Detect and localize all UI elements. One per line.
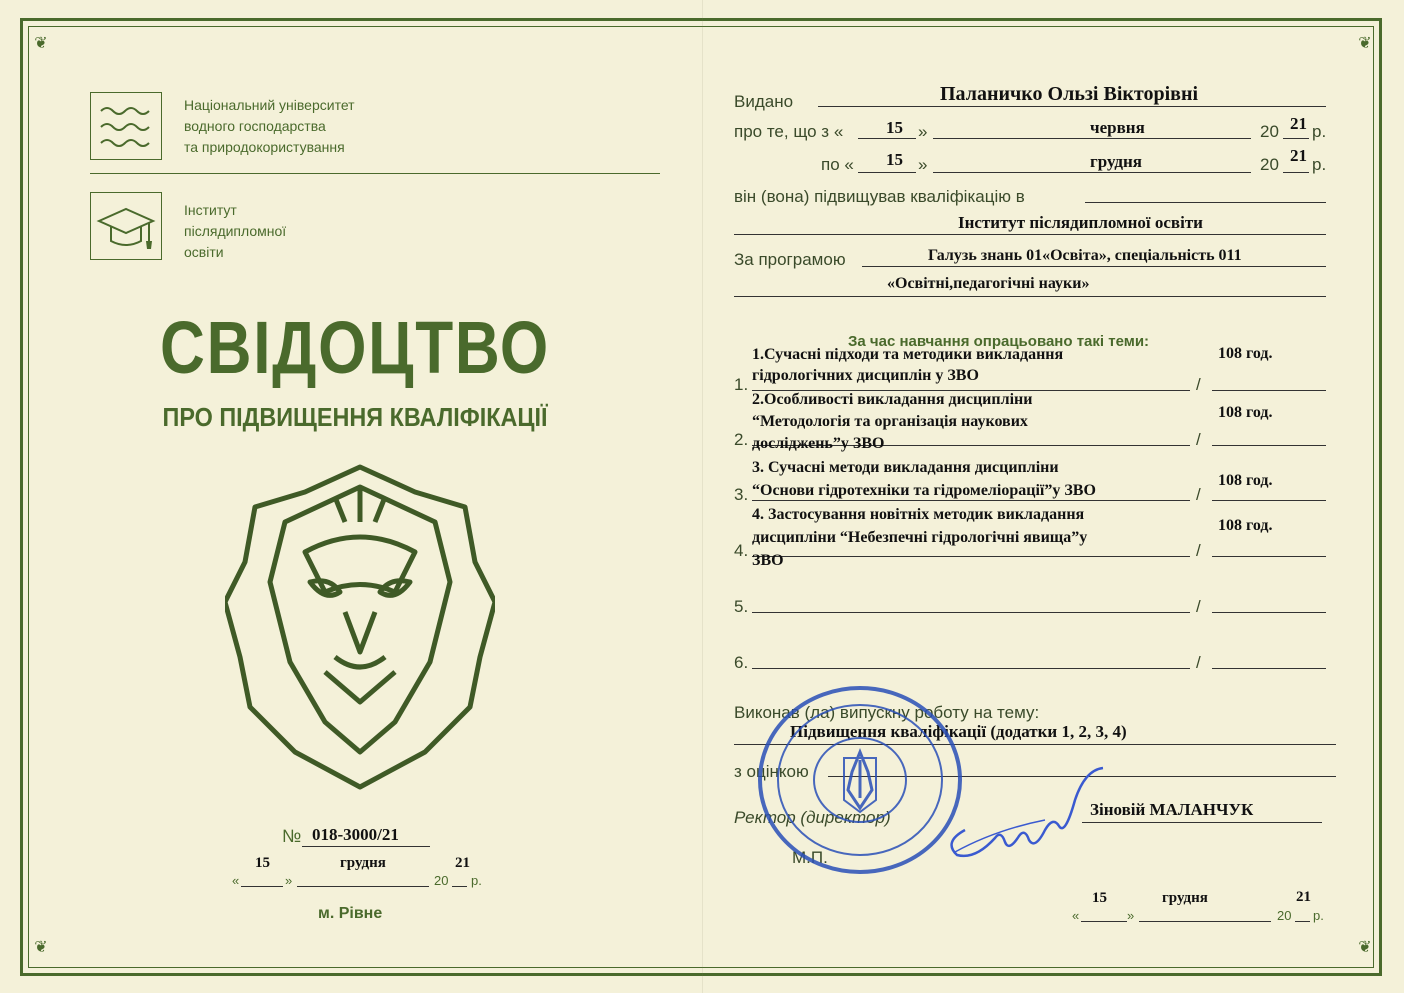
hours-line bbox=[1212, 668, 1326, 669]
from-day: 15 bbox=[886, 118, 903, 137]
final-month: грудня bbox=[1162, 890, 1208, 906]
quote-open: « bbox=[1072, 908, 1080, 923]
from-day-line bbox=[858, 138, 916, 139]
year-suffix: р. bbox=[1312, 122, 1327, 141]
to-day-line bbox=[858, 172, 916, 173]
program-line bbox=[862, 266, 1326, 267]
quote-close: » bbox=[918, 155, 928, 174]
quote-close: » bbox=[1127, 908, 1135, 923]
water-logo-icon bbox=[90, 92, 162, 160]
month-line bbox=[1139, 921, 1271, 922]
hours-line bbox=[1212, 612, 1326, 613]
slash: / bbox=[1196, 485, 1201, 504]
topic-hours: 108 год. bbox=[1218, 517, 1273, 534]
topic-number: 3. bbox=[734, 485, 749, 504]
topic-number: 5. bbox=[734, 597, 749, 616]
recipient-name: Паланичко Ользі Вікторівні bbox=[940, 83, 1199, 105]
final-year: 21 bbox=[1296, 889, 1311, 905]
signature-icon bbox=[935, 760, 1115, 870]
topic-hours: 108 год. bbox=[1218, 345, 1273, 362]
program-line-bottom bbox=[734, 296, 1326, 297]
year-prefix: 20 bbox=[1260, 155, 1279, 174]
year-prefix: 20 bbox=[1277, 908, 1292, 923]
from-label: про те, що з « bbox=[734, 122, 844, 141]
topic-text-line: дисципліни “Небезпечні гідрологічні явища”у bbox=[752, 529, 1088, 546]
topic-text-line: ЗВО bbox=[752, 552, 784, 569]
issued-label: Видано bbox=[734, 92, 794, 111]
slash: / bbox=[1196, 653, 1201, 672]
thesis-label: Виконав (ла) випускну роботу на тему: bbox=[734, 703, 1040, 722]
year-line bbox=[1295, 921, 1310, 922]
grade-label: з оцінкою bbox=[734, 762, 809, 781]
issue-year: 21 bbox=[455, 855, 470, 871]
to-day: 15 bbox=[886, 150, 903, 169]
topic-text-line: 1.Сучасні підходи та методики викладання bbox=[752, 346, 1064, 363]
topic-text-line: 2.Особливості викладання дисципліни bbox=[752, 391, 1033, 408]
topic-line bbox=[752, 500, 1190, 501]
year-suffix: р. bbox=[1312, 155, 1327, 174]
topic-text-line: гідрологічних дисциплін у ЗВО bbox=[752, 367, 979, 384]
to-month: грудня bbox=[1090, 152, 1142, 171]
topic-number: 4. bbox=[734, 541, 749, 560]
number-line bbox=[302, 846, 430, 847]
topic-number: 2. bbox=[734, 430, 749, 449]
hours-line bbox=[1212, 556, 1326, 557]
topics-heading: За час навчання опрацьовано такі теми: bbox=[848, 333, 1150, 350]
corner-ornament-icon: ❦ bbox=[34, 35, 48, 52]
slash: / bbox=[1196, 541, 1201, 560]
slash: / bbox=[1196, 430, 1201, 449]
issue-month: грудня bbox=[340, 855, 386, 871]
to-month-line bbox=[933, 172, 1251, 173]
number-label: № bbox=[282, 826, 302, 846]
hours-line bbox=[1212, 500, 1326, 501]
hours-line bbox=[1212, 390, 1326, 391]
quote-open: « bbox=[232, 873, 240, 888]
rector-name: Зіновій МАЛАНЧУК bbox=[1090, 800, 1254, 819]
topic-text-line: “Основи гідротехніки та гідромеліорації”у ЗВО bbox=[752, 482, 1096, 499]
from-year-line bbox=[1283, 138, 1309, 139]
year-line bbox=[452, 886, 467, 887]
corner-ornament-icon: ❦ bbox=[1358, 35, 1372, 52]
institution: Інститут післядипломної освіти bbox=[958, 213, 1203, 232]
header-divider bbox=[90, 173, 660, 174]
topic-text-line: 4. Застосування новітніх методик викладання bbox=[752, 506, 1085, 523]
corner-ornament-icon: ❦ bbox=[34, 939, 48, 956]
month-line bbox=[297, 886, 429, 887]
year-suffix: р. bbox=[471, 873, 482, 888]
year-prefix: 20 bbox=[1260, 122, 1279, 141]
certificate-number: 018-3000/21 bbox=[312, 825, 399, 844]
certificate-subtitle: ПРО ПІДВИЩЕННЯ КВАЛІФІКАЦІЇ bbox=[162, 402, 548, 432]
from-month-line bbox=[933, 138, 1251, 139]
university-name: Національний університет водного господарства та природокористування bbox=[184, 97, 355, 155]
topic-number: 1. bbox=[734, 375, 749, 394]
program-line-2: «Освітні,педагогічні науки» bbox=[887, 275, 1090, 292]
slash: / bbox=[1196, 375, 1201, 394]
to-year-line bbox=[1283, 172, 1309, 173]
topic-line bbox=[752, 556, 1190, 557]
rector-line bbox=[1082, 822, 1322, 823]
quote-close: » bbox=[285, 873, 293, 888]
institute-name: Інститут післядипломної освіти bbox=[184, 202, 287, 260]
rector-label: Ректор (директор) bbox=[734, 808, 891, 827]
page-fold bbox=[702, 0, 703, 993]
city: м. Рівне bbox=[318, 905, 383, 922]
topic-text-line: 3. Сучасні методи викладання дисципліни bbox=[752, 459, 1059, 476]
topic-line bbox=[752, 612, 1190, 613]
from-month: червня bbox=[1090, 118, 1145, 137]
topic-hours: 108 год. bbox=[1218, 404, 1273, 421]
from-year: 21 bbox=[1290, 114, 1307, 133]
quote-close: » bbox=[918, 122, 928, 141]
studied-label: він (вона) підвищував кваліфікацію в bbox=[734, 187, 1025, 206]
topic-line bbox=[752, 668, 1190, 669]
to-year: 21 bbox=[1290, 146, 1307, 165]
year-prefix: 20 bbox=[434, 873, 449, 888]
slash: / bbox=[1196, 597, 1201, 616]
studied-line bbox=[1085, 202, 1326, 203]
corner-ornament-icon: ❦ bbox=[1358, 939, 1372, 956]
to-label: по « bbox=[821, 155, 854, 174]
topic-hours: 108 год. bbox=[1218, 472, 1273, 489]
topic-number: 6. bbox=[734, 653, 749, 672]
thesis-topic: Підвищення кваліфікації (додатки 1, 2, 3, 4) bbox=[790, 722, 1127, 741]
topic-text-line: “Методологія та організація наукових bbox=[752, 413, 1028, 430]
day-line bbox=[241, 886, 283, 887]
seal-place-label: М.П. bbox=[792, 848, 828, 867]
graduation-cap-icon bbox=[90, 192, 162, 260]
issue-day: 15 bbox=[255, 855, 270, 871]
lion-emblem-icon bbox=[225, 462, 495, 792]
topic-text-line: досліджень”у ЗВО bbox=[752, 435, 885, 452]
institution-line bbox=[734, 234, 1326, 235]
program-line-1: Галузь знань 01«Освіта», спеціальність 011 bbox=[928, 247, 1242, 264]
issued-line bbox=[818, 106, 1326, 107]
certificate-title: СВІДОЦТВО bbox=[160, 306, 550, 389]
program-label: За програмою bbox=[734, 250, 846, 269]
hours-line bbox=[1212, 445, 1326, 446]
year-suffix: р. bbox=[1313, 908, 1324, 923]
day-line bbox=[1081, 921, 1127, 922]
final-day: 15 bbox=[1092, 890, 1107, 906]
